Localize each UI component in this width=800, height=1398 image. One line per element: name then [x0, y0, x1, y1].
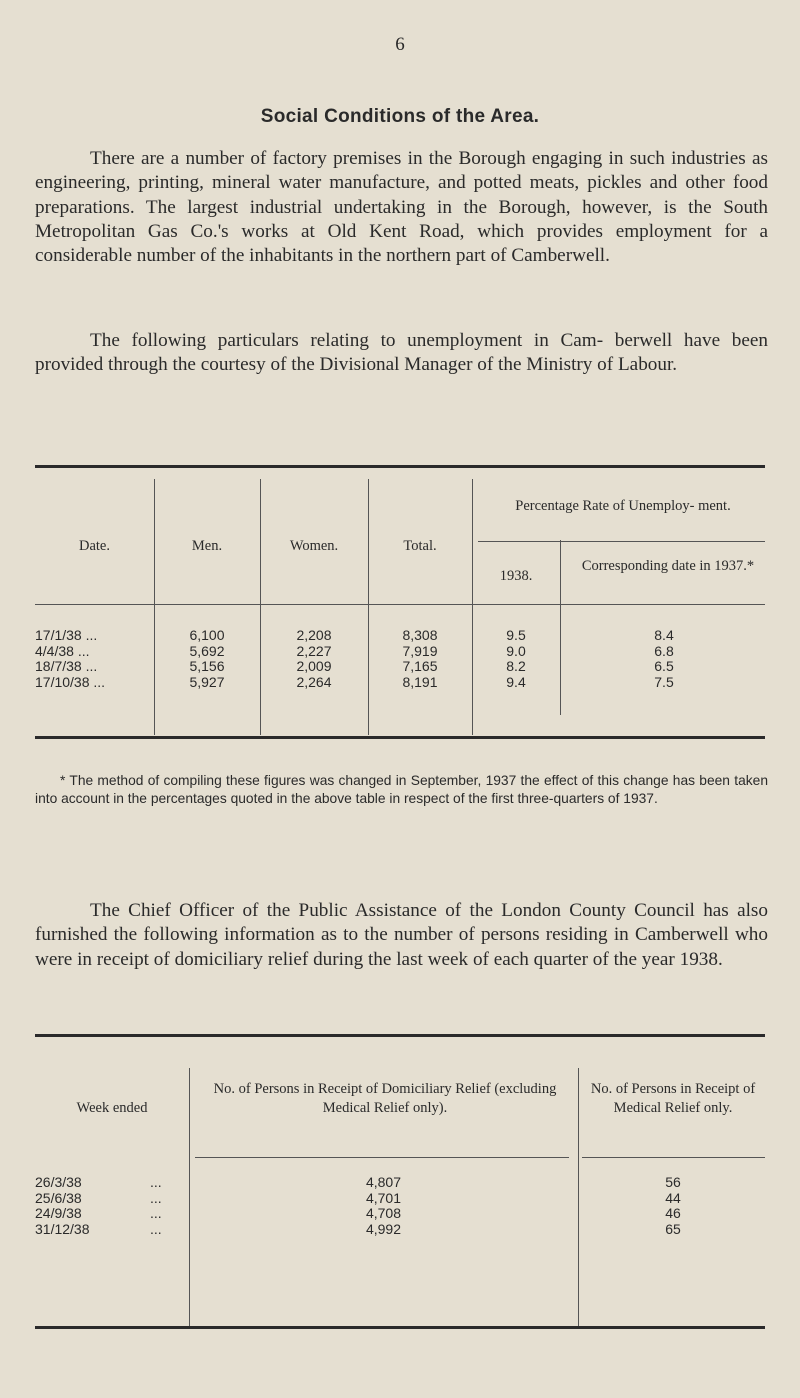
intro-paragraph: There are a number of factory premises in the Borough engaging in such industries as engineering, printing, mineral water manufacture, and potted meats, pickles and other food preparations. The largest industrial undertaking in the Borough, however, is the South Metropolitan Gas Co.'s works at Old Kent Road, which provides employment for a considerable number of the inhabitants in the northern part of Camberwell. — [35, 148, 768, 267]
cell-rate-1938: 8.2 — [506, 658, 526, 674]
cell-women: 2,009 — [296, 658, 332, 674]
cell-men: 5,692 — [189, 642, 225, 659]
cell-rate-1938: 9.4 — [506, 673, 526, 690]
page-number: 6 — [395, 34, 405, 55]
header-date: Date. — [79, 538, 110, 554]
leader-dots: ... — [150, 1205, 162, 1221]
cell-women: 2,264 — [296, 673, 332, 690]
cell-domiciliary: 4,708 — [365, 1205, 402, 1221]
cell-total: 8,191 — [402, 673, 438, 690]
cell-rate-1937: 6.8 — [654, 642, 674, 659]
cell-women: 2,227 — [296, 642, 332, 659]
header-total: Total. — [403, 538, 437, 554]
header-week-ended: Week ended — [76, 1100, 148, 1116]
cell-medical: 46 — [665, 1205, 681, 1221]
cell-domiciliary: 4,701 — [365, 1189, 402, 1206]
cell-domiciliary: 4,807 — [365, 1174, 402, 1190]
header-rate-group: Percentage Rate of Unemploy- ment. — [515, 498, 731, 514]
cell-date: 17/10/38 ... — [35, 673, 106, 690]
cell-rate-1938: 9.5 — [506, 627, 526, 643]
cell-women: 2,208 — [296, 627, 332, 643]
footnote: * The method of compiling these figures was changed in September, 1937 the effect of this change has been taken into account in the percentages quoted in the above table in respect of the first three-quarters of 1937. — [35, 773, 768, 806]
cell-men: 5,156 — [189, 658, 225, 674]
cell-medical: 44 — [665, 1189, 681, 1206]
page-title: Social Conditions of the Area. — [260, 106, 540, 127]
leader-dots: ... — [150, 1174, 162, 1190]
cell-medical: 65 — [665, 1220, 681, 1237]
cell-date: 17/1/38 ... — [35, 627, 98, 643]
cell-week: 31/12/38 — [35, 1220, 90, 1237]
leader-dots: ... — [150, 1220, 162, 1237]
cell-week: 25/6/38 — [35, 1189, 82, 1206]
header-domiciliary-relief: No. of Persons in Receipt of Domiciliary Relief (excluding Medical Relief only). — [213, 1081, 557, 1116]
header-rate-1938: 1938. — [499, 568, 533, 584]
cell-total: 7,919 — [402, 642, 438, 659]
cell-domiciliary: 4,992 — [365, 1220, 402, 1237]
header-rate-1937: Corresponding date in 1937.* — [581, 558, 755, 574]
cell-rate-1937: 8.4 — [654, 627, 674, 643]
unemployment-intro-paragraph: The following particulars relating to unemployment in Cam- berwell have been provided through the courtesy of the Divisional Manager of the Ministry of Labour. — [35, 330, 768, 376]
cell-men: 6,100 — [189, 627, 225, 643]
cell-rate-1937: 7.5 — [654, 673, 674, 690]
cell-rate-1938: 9.0 — [506, 642, 526, 659]
cell-date: 4/4/38 ... — [35, 642, 90, 659]
cell-week: 26/3/38 — [35, 1174, 82, 1190]
cell-total: 8,308 — [402, 627, 438, 643]
cell-date: 18/7/38 ... — [35, 658, 98, 674]
header-men: Men. — [191, 538, 223, 554]
cell-men: 5,927 — [189, 673, 225, 690]
cell-week: 24/9/38 — [35, 1205, 82, 1221]
relief-intro-paragraph: The Chief Officer of the Public Assistance of the London County Council has also furnished the following information as to the number of persons residing in Camberwell who were in receipt of domiciliary relief during the last week of each quarter of the year 1938. — [35, 900, 768, 970]
header-medical-relief: No. of Persons in Receipt of Medical Relief only. — [590, 1081, 756, 1116]
cell-medical: 56 — [665, 1174, 681, 1190]
leader-dots: ... — [150, 1189, 162, 1206]
header-women: Women. — [289, 538, 339, 554]
cell-rate-1937: 6.5 — [654, 658, 674, 674]
cell-total: 7,165 — [402, 658, 438, 674]
